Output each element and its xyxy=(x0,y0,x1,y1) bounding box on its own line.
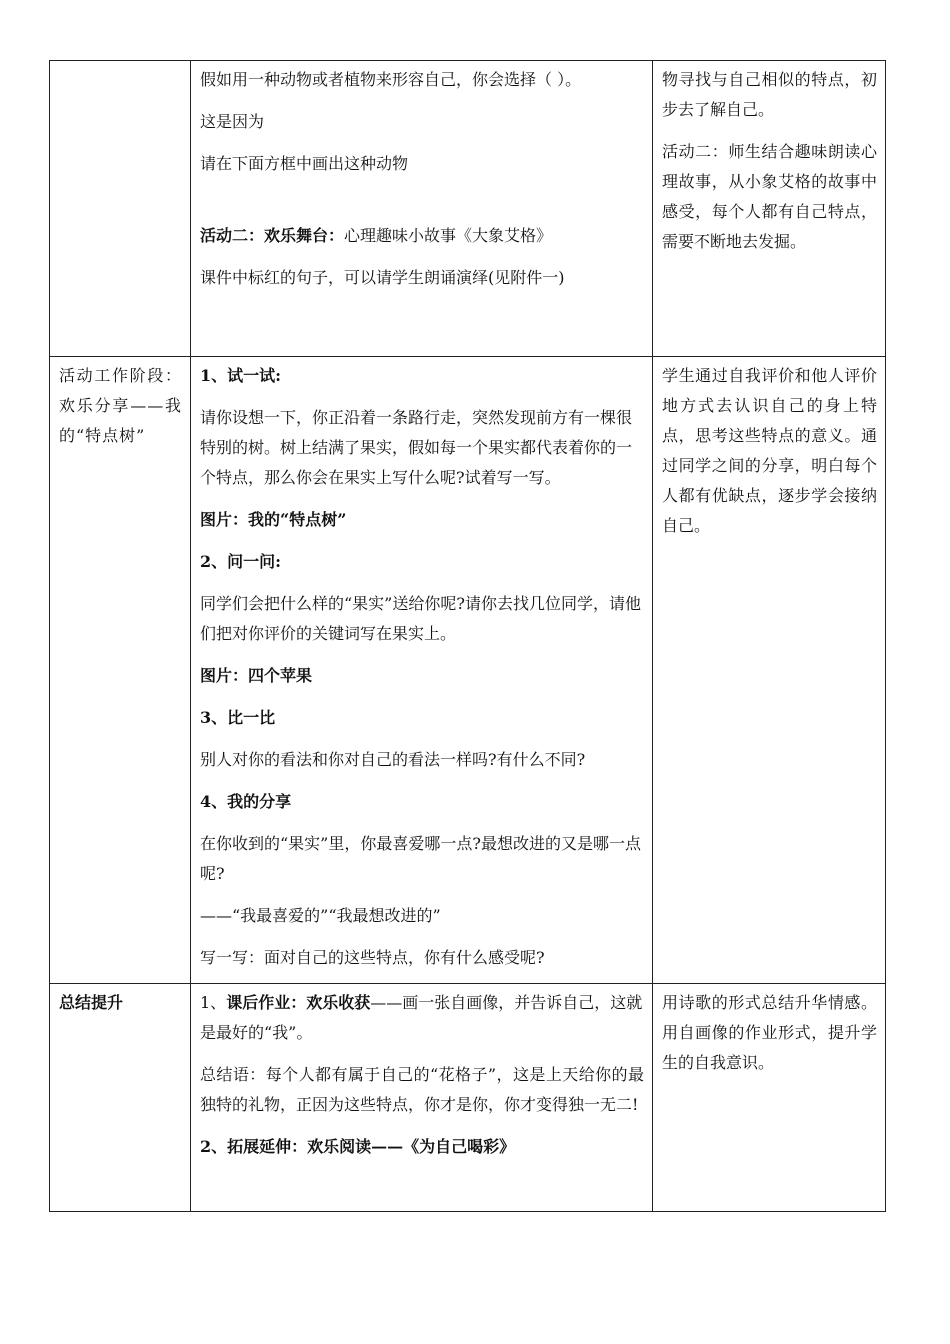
table-row xyxy=(50,984,886,1212)
homework-heading: 课后作业：欢乐收获 xyxy=(226,993,371,1012)
table-row xyxy=(50,61,886,357)
table-row xyxy=(50,357,886,984)
content-paragraph: ——“我最喜爱的”“我最想改进的” xyxy=(200,906,441,925)
notes-paragraph: 活动二：师生结合趣味朗读心理故事，从小象艾格的故事中感受，每个人都有自己特点，需要不断地去发掘。 xyxy=(662,142,877,251)
content-cell xyxy=(191,61,653,357)
section-heading: 1、试一试: xyxy=(200,366,282,385)
content-paragraph: 在你收到的“果实”里，你最喜爱哪一点?最想改进的又是哪一点呢? xyxy=(200,834,641,883)
content-paragraph: 同学们会把什么样的“果实”送给你呢?请你去找几位同学，请他们把对你评价的关键词写在果实上。 xyxy=(200,594,641,643)
image-caption: 图片：四个苹果 xyxy=(200,666,313,685)
notes-paragraph: 学生通过自我评价和他人评价地方式去认识自己的身上特点，思考这些特点的意义。通过同学之间的分享，明白每个人都有优缺点，逐步学会接纳自己。 xyxy=(662,366,877,535)
content-paragraph: 请在下面方框中画出这种动物 xyxy=(200,154,409,173)
content-paragraph: 写一写：面对自己的这些特点，你有什么感受呢? xyxy=(200,948,545,967)
notes-cell xyxy=(653,61,886,357)
lesson-plan-table xyxy=(49,60,886,1212)
image-caption: 图片：我的“特点树” xyxy=(200,510,347,529)
content-paragraph: 活动二：欢乐舞台：心理趣味小故事《大象艾格》 xyxy=(200,226,553,245)
content-paragraph: 假如用一种动物或者植物来形容自己，你会选择（ ）。 xyxy=(200,70,582,89)
content-paragraph: 请你设想一下，你正沿着一条路行走，突然发现前方有一棵很特别的树。树上结满了果实，假如每一个果实都代表着你的一个特点，那么你会在果实上写什么呢?试着写一写。 xyxy=(200,408,633,487)
notes-cell xyxy=(653,984,886,1212)
activity-heading: 活动二：欢乐舞台： xyxy=(200,226,345,245)
notes-paragraph: 物寻找与自己相似的特点，初步去了解自己。 xyxy=(662,70,877,119)
content-paragraph: 别人对你的看法和你对自己的看法一样吗?有什么不同? xyxy=(200,750,586,769)
stage-cell xyxy=(50,357,191,984)
content-paragraph: 1、课后作业：欢乐收获——画一张自画像，并告诉自己，这就是最好的“我”。 xyxy=(200,993,643,1042)
stage-label: 总结提升 xyxy=(59,993,124,1012)
drawing-space xyxy=(200,191,644,221)
stage-label: 活动工作阶段：欢乐分享——我的“特点树” xyxy=(59,366,182,445)
stage-cell xyxy=(50,61,191,357)
content-cell xyxy=(191,357,653,984)
section-heading: 2、问一问: xyxy=(200,552,282,571)
content-paragraph: 总结语：每个人都有属于自己的“花格子”，这是上天给你的最独特的礼物，正因为这些特点，你才是你，你才变得独一无二! xyxy=(200,1065,644,1114)
notes-cell xyxy=(653,357,886,984)
section-heading: 4、我的分享 xyxy=(200,792,292,811)
content-paragraph: 课件中标红的句子，可以请学生朗诵演绎(见附件一) xyxy=(200,268,565,287)
section-heading: 3、比一比 xyxy=(200,708,276,727)
content-cell xyxy=(191,984,653,1212)
section-heading: 2、拓展延伸：欢乐阅读——《为自己喝彩》 xyxy=(200,1137,516,1156)
notes-paragraph: 用诗歌的形式总结升华情感。用自画像的作业形式，提升学生的自我意识。 xyxy=(662,993,877,1072)
content-paragraph: 这是因为 xyxy=(200,112,265,131)
stage-cell xyxy=(50,984,191,1212)
